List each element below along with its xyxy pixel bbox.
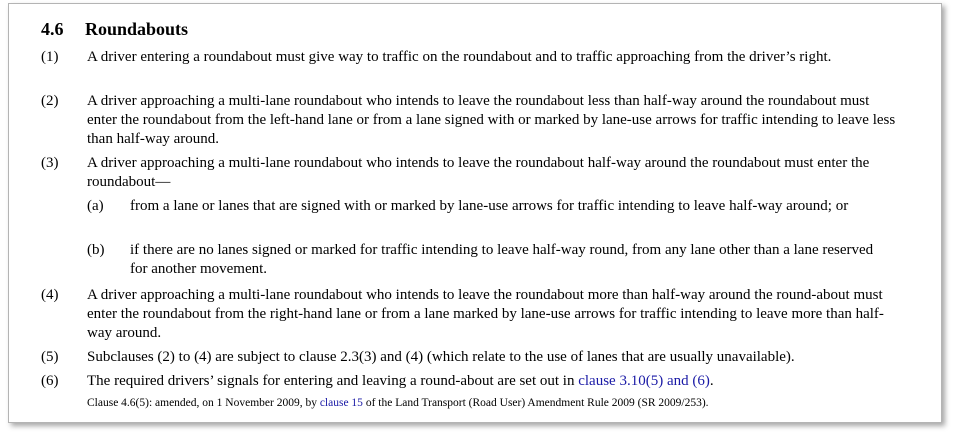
clause-5 bbox=[41, 348, 901, 367]
clause-text: A driver approaching a multi-lane roundabout who intends to leave the roundabout more than half-way around the round-about must enter the roundabout from the right-hand lane or from a lane marked by lane-use arrows for traffic intending to leave more than half-way around. bbox=[87, 287, 884, 341]
clause-6 bbox=[41, 372, 901, 391]
subclause-text: from a lane or lanes that are signed with or marked by lane-use arrows for traffic intending to leave half-way around; or bbox=[130, 198, 849, 214]
clause-label: (1) bbox=[41, 49, 59, 65]
subclause-text: if there are no lanes signed or marked for traffic intending to leave half-way round, from any lane other than a lane reserved for another movement. bbox=[130, 242, 874, 277]
clause-2 bbox=[41, 92, 901, 149]
clause-4 bbox=[41, 286, 901, 343]
clause-text: A driver approaching a multi-lane roundabout who intends to leave the roundabout less than half-way around the roundabout must enter the roundabout from the left-hand lane or from a lane signed with or marked by lane-use arrows for traffic intending to leave less than half-way around. bbox=[87, 93, 896, 147]
section-number: 4.6 bbox=[41, 19, 64, 39]
subclause-label: (b) bbox=[87, 242, 105, 258]
clause-label: (5) bbox=[41, 349, 59, 365]
rule-section-card bbox=[8, 3, 942, 423]
amendment-note-after: of the Land Transport (Road User) Amendment Rule 2009 (SR 2009/253). bbox=[362, 397, 709, 409]
clause-15-link[interactable]: clause 15 bbox=[319, 397, 363, 409]
section-heading bbox=[41, 18, 188, 40]
subclause-3b bbox=[87, 241, 887, 279]
clause-3-10-link[interactable]: clause 3.10(5) and (6) bbox=[578, 373, 710, 389]
clause-text bbox=[87, 372, 901, 391]
clause-text: A driver approaching a multi-lane roundabout who intends to leave the roundabout half-way around the roundabout must enter the roundabout— bbox=[87, 155, 870, 190]
clause-label: (2) bbox=[41, 93, 59, 109]
clause-3 bbox=[41, 154, 901, 192]
clause-text-before: The required drivers’ signals for entering and leaving a round-about are set out in bbox=[87, 373, 579, 389]
clause-label: (6) bbox=[41, 373, 59, 389]
clause-1 bbox=[41, 48, 901, 67]
clause-text-after: . bbox=[709, 373, 714, 389]
subclause-label: (a) bbox=[87, 198, 104, 214]
clause-text: A driver entering a roundabout must give way to traffic on the roundabout and to traffic approaching from the driver’s right. bbox=[87, 49, 832, 65]
clause-label: (4) bbox=[41, 287, 59, 303]
amendment-note bbox=[87, 396, 709, 410]
clause-label: (3) bbox=[41, 155, 59, 171]
section-title: Roundabouts bbox=[85, 19, 189, 39]
amendment-note-before: Clause 4.6(5): amended, on 1 November 2009, by bbox=[87, 397, 320, 409]
clause-text: Subclauses (2) to (4) are subject to clause 2.3(3) and (4) (which relate to the use of lanes that are usually unavailable). bbox=[87, 349, 795, 365]
subclause-3a bbox=[87, 197, 887, 216]
